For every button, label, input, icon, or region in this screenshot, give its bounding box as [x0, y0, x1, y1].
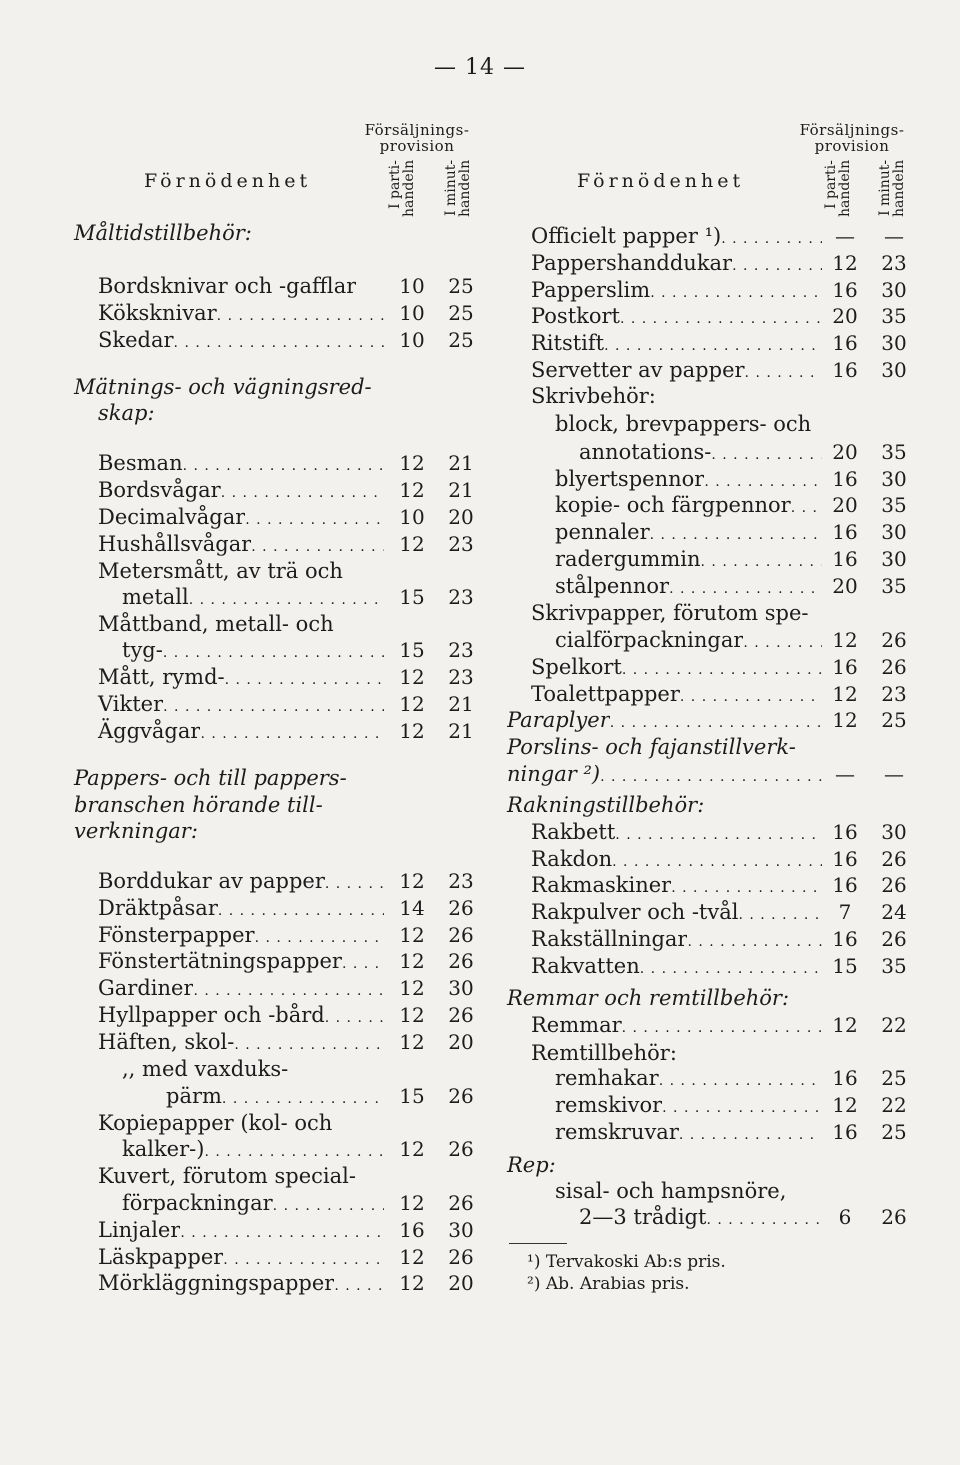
table-row: remskruvar . . . 16 25	[507, 1119, 822, 1145]
table-row: Läskpapper . . . 12 26	[74, 1244, 384, 1270]
footnote: ²) Ab. Arabias pris.	[527, 1274, 690, 1294]
section-heading: Rep:	[507, 1153, 556, 1177]
table-row-cont: Kuvert, förutom special-	[98, 1164, 356, 1188]
table-row: Vikter . . . 12 21	[74, 691, 384, 717]
table-row: ningar ²) . . . — —	[507, 761, 822, 787]
table-row: Gardiner . . . 12 30	[74, 975, 384, 1001]
section-heading: Rakningstillbehör:	[507, 793, 705, 817]
table-row: pennaler . . . 16 30	[507, 519, 822, 545]
table-row: Officielt papper ¹) . . . — —	[507, 223, 822, 249]
table-row: Borddukar av papper . . . 12 23	[74, 868, 384, 894]
table-row: Toalettpapper . . . 12 23	[507, 681, 822, 707]
table-row: Rakmaskiner . . . 16 26	[507, 872, 822, 898]
section-heading: Porslins- och fajanstillverk-	[507, 735, 796, 759]
section-heading-cont: branschen hörande till-	[74, 793, 323, 817]
table-row: Postkort . . . 20 35	[507, 303, 822, 329]
table-row: Hyllpapper och -bård . . . 12 26	[74, 1002, 384, 1028]
table-row: annotations- . . . 20 35	[507, 439, 822, 465]
table-row: blyertspennor . . . 16 30	[507, 466, 822, 492]
table-row: Rakställningar . . . 16 26	[507, 926, 822, 952]
table-row: Köksknivar . . . 10 25	[74, 300, 384, 326]
table-row: cialförpackningar . . . 12 26	[507, 627, 822, 653]
table-row: Mått, rymd- . . . 12 23	[74, 664, 384, 690]
table-row: Fönsterpapper . . . 12 26	[74, 922, 384, 948]
page-number: — 14 —	[434, 55, 526, 80]
section-heading: Pappers- och till pappers-	[74, 766, 347, 790]
table-row-cont: Remtillbehör:	[531, 1041, 677, 1065]
table-row: Fönstertätningspapper . . . 12 26	[74, 948, 384, 974]
table-row: Papperslim . . . 16 30	[507, 277, 822, 303]
table-row: Besman . . . 12 21	[74, 450, 384, 476]
table-row: Rakbett . . . 16 30	[507, 819, 822, 845]
table-row: kopie- och färgpennor . . . 20 35	[507, 492, 822, 518]
table-row-cont: Skrivpapper, förutom spe-	[531, 601, 809, 625]
table-row: Paraplyer . . . 12 25	[507, 707, 822, 733]
table-row: Linjaler . . . 16 30	[74, 1217, 384, 1243]
footnote: ¹) Tervakoski Ab:s pris.	[527, 1252, 726, 1272]
table-row-cont: ,, med vaxduks-	[122, 1057, 289, 1081]
table-row: Ritstift . . . 16 30	[507, 330, 822, 356]
table-row: Hushållsvågar . . . 12 23	[74, 531, 384, 557]
table-row: stålpennor . . . 20 35	[507, 573, 822, 599]
section-heading: Måltidstillbehör:	[74, 221, 252, 245]
table-row: Bordsknivar och -gafflar 10 25	[98, 274, 474, 298]
provision-header: Försäljnings- provision	[799, 121, 905, 155]
table-row: Skedar . . . 10 25	[74, 327, 384, 353]
table-row: pärm . . . 15 26	[74, 1083, 384, 1109]
table-row: Bordsvågar . . . 12 21	[74, 477, 384, 503]
table-row: radergummin . . . 16 30	[507, 546, 822, 572]
section-heading-cont: verkningar:	[74, 819, 198, 843]
table-row: metall . . . 15 23	[74, 584, 384, 610]
table-row-cont: Kopiepapper (kol- och	[98, 1111, 333, 1135]
table-row: tyg- . . . 15 23	[74, 637, 384, 663]
table-row-cont: Måttband, metall- och	[98, 612, 334, 636]
table-row-cont: block, brevpappers- och	[555, 412, 812, 436]
table-row-cont: Skrivbehör:	[531, 384, 656, 408]
table-row: remhakar . . . 16 25	[507, 1065, 822, 1091]
provision-header: Försäljnings- provision	[364, 121, 470, 155]
section-heading-cont: skap:	[98, 401, 155, 425]
table-row: kalker-) . . . 12 26	[74, 1136, 384, 1162]
wholesale-header: I parti- handeln	[387, 160, 417, 218]
table-row-cont: sisal- och hampsnöre,	[555, 1179, 787, 1203]
table-row: Remmar . . . 12 22	[507, 1012, 822, 1038]
table-row-cont: Metersmått, av trä och	[98, 559, 343, 583]
section-heading: Mätnings- och vägningsred-	[74, 375, 372, 399]
table-row: Decimalvågar . . . 10 20	[74, 504, 384, 530]
table-row: Äggvågar . . . 12 21	[74, 718, 384, 744]
table-row: Dräktpåsar . . . 14 26	[74, 895, 384, 921]
table-row: 2—3 trådigt . . . 6 26	[507, 1204, 822, 1230]
table-row: förpackningar . . . 12 26	[74, 1190, 384, 1216]
column-title: Förnödenhet	[144, 170, 312, 192]
column-title: Förnödenhet	[577, 170, 745, 192]
section-heading: Remmar och remtillbehör:	[507, 986, 790, 1010]
table-row: Servetter av papper . . . 16 30	[507, 357, 822, 383]
table-row: Rakpulver och -tvål . . . 7 24	[507, 899, 822, 925]
table-row: Rakdon . . . 16 26	[507, 846, 822, 872]
table-row: Rakvatten . . . 15 35	[507, 953, 822, 979]
table-row: Häften, skol- . . . 12 20	[74, 1029, 384, 1055]
footnote-rule	[509, 1243, 567, 1244]
table-row: remskivor . . . 12 22	[507, 1092, 822, 1118]
wholesale-header: I parti- handeln	[823, 160, 853, 218]
table-row: Spelkort . . . 16 26	[507, 654, 822, 680]
table-row: Pappershanddukar . . . 12 23	[507, 250, 822, 276]
retail-header: I minut- handeln	[443, 160, 473, 218]
table-row: Mörkläggningspapper . . . 12 20	[74, 1270, 384, 1296]
retail-header: I minut- handeln	[877, 160, 907, 218]
